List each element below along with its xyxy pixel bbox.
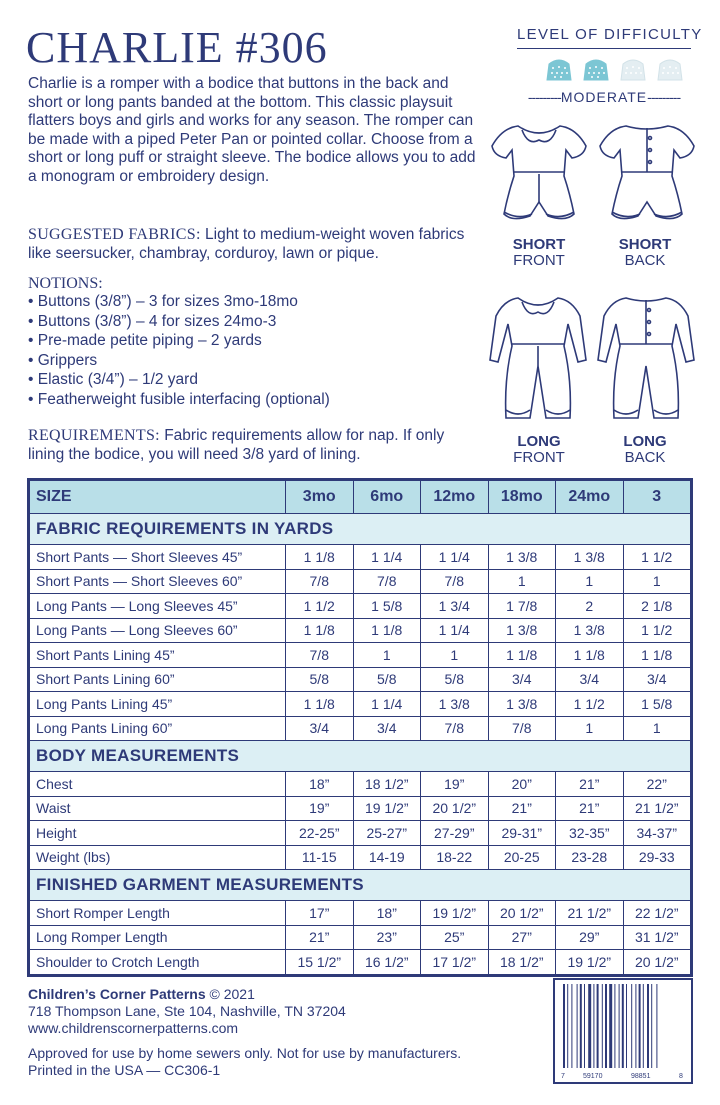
- table-row: [30, 901, 691, 926]
- notions-list: [28, 292, 330, 409]
- table-row: [30, 594, 691, 619]
- table-cell: 1 1/8: [556, 643, 624, 668]
- barcode-bar: [597, 984, 599, 1068]
- table-row: [30, 716, 691, 741]
- copyright: © 2021: [205, 986, 255, 1002]
- table-cell: 1 1/8: [286, 692, 354, 717]
- barcode-bar: [571, 984, 572, 1068]
- address: 718 Thompson Lane, Ste 104, Nashville, TN 37204: [28, 1003, 346, 1019]
- table-cell: 1 1/8: [623, 643, 691, 668]
- suggested-fabrics-text: Light to medium-weight woven fabrics like seersucker, chambray, corduroy, lawn or pique.: [28, 226, 465, 262]
- barcode-bar: [563, 984, 565, 1068]
- barcode-right-digit: 8: [679, 1073, 683, 1080]
- table-cell: 1 1/4: [353, 692, 421, 717]
- table-cell: 1 1/8: [488, 643, 556, 668]
- size-column-header: 6mo: [353, 481, 421, 514]
- table-cell: 29-31”: [488, 821, 556, 846]
- table-cell: 32-35”: [556, 821, 624, 846]
- long-front-style: LONG: [517, 433, 561, 450]
- row-label: Short Pants — Short Sleeves 60”: [30, 569, 286, 594]
- table-cell: 1 1/8: [353, 618, 421, 643]
- table-cell: 3/4: [623, 667, 691, 692]
- size-column-header: 24mo: [556, 481, 624, 514]
- table-cell: 2 1/8: [623, 594, 691, 619]
- barcode-bars: [555, 980, 691, 1082]
- barcode-bar: [602, 984, 603, 1068]
- table-cell: 7/8: [286, 643, 354, 668]
- table-cell: 1: [623, 569, 691, 594]
- row-label: Short Pants — Short Sleeves 45”: [30, 545, 286, 570]
- table-cell: 2: [556, 594, 624, 619]
- table-cell: 7/8: [353, 569, 421, 594]
- barcode-group1: 59170: [583, 1073, 603, 1080]
- table-row: [30, 796, 691, 821]
- size-column-header: 3mo: [286, 481, 354, 514]
- romper-short-front-illustration: [488, 116, 590, 238]
- difficulty-title: LEVEL OF DIFFICULTY: [517, 26, 703, 43]
- copyright-line: [28, 986, 346, 1003]
- long-back-style: LONG: [623, 433, 667, 450]
- table-cell: 22-25”: [286, 821, 354, 846]
- short-front-style: SHORT: [512, 236, 566, 253]
- barcode-bar: [622, 984, 624, 1068]
- table-cell: 17 1/2”: [421, 950, 489, 975]
- suggested-fabrics: [28, 226, 478, 263]
- thimble-icon: [654, 56, 686, 82]
- table-row: [30, 643, 691, 668]
- barcode-bar: [584, 984, 585, 1068]
- publisher-info: [28, 986, 346, 1037]
- table-cell: 20 1/2”: [488, 901, 556, 926]
- short-front-view: FRONT: [513, 252, 565, 269]
- short-back-label: [600, 237, 690, 269]
- table-row: [30, 569, 691, 594]
- row-label: Short Pants Lining 60”: [30, 667, 286, 692]
- row-label: Short Pants Lining 45”: [30, 643, 286, 668]
- section-title: FABRIC REQUIREMENTS IN YARDS: [30, 514, 691, 545]
- table-cell: 1 3/8: [556, 545, 624, 570]
- size-column-header: 12mo: [421, 481, 489, 514]
- long-front-label: [494, 434, 584, 466]
- row-label: Shoulder to Crotch Length: [30, 950, 286, 975]
- table-cell: 29-33: [623, 845, 691, 870]
- table-cell: 3/4: [488, 667, 556, 692]
- table-row: [30, 692, 691, 717]
- table-cell: 18-22: [421, 845, 489, 870]
- table-cell: 19 1/2”: [556, 950, 624, 975]
- table-cell: 1 1/2: [623, 545, 691, 570]
- romper-short-back-illustration: [596, 116, 698, 238]
- table-cell: 1 1/4: [353, 545, 421, 570]
- barcode-bar: [635, 984, 636, 1068]
- table-cell: 1 5/8: [353, 594, 421, 619]
- barcode-bar: [567, 984, 568, 1068]
- table-cell: 18”: [286, 772, 354, 797]
- short-front-label: [494, 237, 584, 269]
- table-row: [30, 845, 691, 870]
- difficulty-rating: [543, 56, 686, 82]
- table-cell: 18 1/2”: [353, 772, 421, 797]
- row-label: Height: [30, 821, 286, 846]
- barcode: [553, 978, 693, 1084]
- barcode-bar: [614, 984, 615, 1068]
- requirements: [28, 427, 478, 464]
- row-label: Chest: [30, 772, 286, 797]
- table-cell: 1 5/8: [623, 692, 691, 717]
- table-cell: 31 1/2”: [623, 925, 691, 950]
- table-cell: 3/4: [353, 716, 421, 741]
- barcode-bar: [580, 984, 582, 1068]
- requirements-label: REQUIREMENTS:: [28, 427, 160, 444]
- table-cell: 1: [353, 643, 421, 668]
- barcode-bar: [651, 984, 652, 1068]
- section-title: BODY MEASUREMENTS: [30, 741, 691, 772]
- barcode-bar: [609, 984, 612, 1068]
- pattern-description: Charlie is a romper with a bodice that buttons in the back and short or long pants banded at the bottom. This classic playsuit flatters boys and girls and works for any season. The romper can be made with a piped Peter Pan or pointed collar. Choose from a short or long puff or straight sleeve. The bodice allows you to add a monogram or embroidery design.: [28, 75, 476, 185]
- table-row: [30, 772, 691, 797]
- barcode-bar: [619, 984, 620, 1068]
- table-cell: 18 1/2”: [488, 950, 556, 975]
- table-cell: 19 1/2”: [421, 901, 489, 926]
- size-header-row: [30, 481, 691, 514]
- requirements-text: Fabric requirements allow for nap. If only lining the bodice, you will need 3/8 yard of lining.: [28, 427, 445, 463]
- page-title: CHARLIE #306: [26, 23, 328, 72]
- size-chart-body: [30, 481, 691, 975]
- table-cell: 1 1/4: [421, 618, 489, 643]
- table-cell: 3/4: [286, 716, 354, 741]
- table-cell: 7/8: [286, 569, 354, 594]
- table-row: [30, 925, 691, 950]
- printed-line: Printed in the USA — CC306-1: [28, 1062, 221, 1078]
- table-cell: 1 3/8: [421, 692, 489, 717]
- long-back-view: BACK: [624, 449, 666, 466]
- table-cell: 25-27”: [353, 821, 421, 846]
- table-cell: 21 1/2”: [623, 796, 691, 821]
- table-cell: 21”: [488, 796, 556, 821]
- table-row: [30, 545, 691, 570]
- table-cell: 1: [421, 643, 489, 668]
- table-cell: 15 1/2”: [286, 950, 354, 975]
- table-cell: 23”: [353, 925, 421, 950]
- notion-item: • Featherweight fusible interfacing (optional): [28, 390, 330, 410]
- difficulty-level: ---------MODERATE---------: [527, 89, 681, 105]
- barcode-bar: [647, 984, 649, 1068]
- table-cell: 1 3/8: [488, 618, 556, 643]
- barcode-bar: [588, 984, 591, 1068]
- table-cell: 14-19: [353, 845, 421, 870]
- table-cell: 18”: [353, 901, 421, 926]
- table-cell: 3/4: [556, 667, 624, 692]
- notion-item: • Pre-made petite piping – 2 yards: [28, 331, 330, 351]
- section-row: [30, 870, 691, 901]
- suggested-fabrics-label: SUGGESTED FABRICS:: [28, 226, 201, 243]
- row-label: Waist: [30, 796, 286, 821]
- barcode-bar: [577, 984, 578, 1068]
- barcode-bar: [631, 984, 632, 1068]
- thimble-icon: [543, 56, 575, 82]
- row-label: Short Romper Length: [30, 901, 286, 926]
- table-cell: 1 7/8: [488, 594, 556, 619]
- section-title: FINISHED GARMENT MEASUREMENTS: [30, 870, 691, 901]
- table-cell: 5/8: [286, 667, 354, 692]
- row-label: Long Romper Length: [30, 925, 286, 950]
- barcode-bar: [639, 984, 641, 1068]
- thimble-icon: [580, 56, 612, 82]
- size-header-label: SIZE: [30, 481, 286, 514]
- table-cell: 1 3/8: [556, 618, 624, 643]
- table-row: [30, 950, 691, 975]
- table-cell: 7/8: [488, 716, 556, 741]
- size-column-header: 3: [623, 481, 691, 514]
- barcode-bar: [593, 984, 594, 1068]
- notion-item: • Elastic (3/4”) – 1/2 yard: [28, 370, 330, 390]
- table-cell: 21”: [556, 796, 624, 821]
- table-cell: 5/8: [421, 667, 489, 692]
- table-cell: 19”: [421, 772, 489, 797]
- table-cell: 1 1/2: [286, 594, 354, 619]
- table-cell: 19 1/2”: [353, 796, 421, 821]
- table-cell: 1 1/2: [556, 692, 624, 717]
- section-row: [30, 514, 691, 545]
- row-label: Long Pants Lining 45”: [30, 692, 286, 717]
- short-back-style: SHORT: [618, 236, 672, 253]
- table-cell: 1: [488, 569, 556, 594]
- notions-label: NOTIONS:: [28, 275, 103, 292]
- size-column-header: 18mo: [488, 481, 556, 514]
- table-cell: 21 1/2”: [556, 901, 624, 926]
- barcode-bar: [656, 984, 657, 1068]
- barcode-left-digit: 7: [561, 1073, 565, 1080]
- table-cell: 25”: [421, 925, 489, 950]
- table-cell: 20 1/2”: [421, 796, 489, 821]
- long-back-label: [600, 434, 690, 466]
- table-cell: 7/8: [421, 716, 489, 741]
- divider: [517, 48, 691, 49]
- row-label: Long Pants Lining 60”: [30, 716, 286, 741]
- table-cell: 1 1/8: [286, 545, 354, 570]
- table-cell: 20-25: [488, 845, 556, 870]
- table-cell: 1 1/2: [623, 618, 691, 643]
- table-cell: 22”: [623, 772, 691, 797]
- romper-long-back-illustration: [594, 290, 698, 428]
- table-cell: 21”: [286, 925, 354, 950]
- table-cell: 19”: [286, 796, 354, 821]
- table-cell: 1 1/4: [421, 545, 489, 570]
- table-cell: 29”: [556, 925, 624, 950]
- table-cell: 21”: [556, 772, 624, 797]
- table-cell: 7/8: [421, 569, 489, 594]
- romper-long-front-illustration: [486, 290, 590, 428]
- table-cell: 34-37”: [623, 821, 691, 846]
- usage-notice: [28, 1045, 461, 1079]
- row-label: Long Pants — Long Sleeves 45”: [30, 594, 286, 619]
- size-chart-table: [29, 480, 691, 975]
- table-row: [30, 821, 691, 846]
- difficulty-level-text: MODERATE: [560, 89, 648, 105]
- website-link[interactable]: www.childrenscornerpatterns.com: [28, 1020, 239, 1036]
- table-row: [30, 618, 691, 643]
- table-cell: 27-29”: [421, 821, 489, 846]
- table-cell: 11-15: [286, 845, 354, 870]
- table-cell: 17”: [286, 901, 354, 926]
- short-back-view: BACK: [624, 252, 666, 269]
- table-cell: 23-28: [556, 845, 624, 870]
- table-cell: 1: [623, 716, 691, 741]
- notion-item: • Buttons (3/8”) – 4 for sizes 24mo-3: [28, 312, 330, 332]
- barcode-bar: [605, 984, 607, 1068]
- table-cell: 22 1/2”: [623, 901, 691, 926]
- barcode-group2: 98851: [631, 1073, 651, 1080]
- table-cell: 1: [556, 716, 624, 741]
- table-cell: 1 3/8: [488, 545, 556, 570]
- table-cell: 1 3/8: [488, 692, 556, 717]
- table-cell: 5/8: [353, 667, 421, 692]
- barcode-bar: [643, 984, 644, 1068]
- long-front-view: FRONT: [513, 449, 565, 466]
- table-row: [30, 667, 691, 692]
- table-cell: 27”: [488, 925, 556, 950]
- size-chart: [27, 478, 693, 977]
- table-cell: 16 1/2”: [353, 950, 421, 975]
- company-name: Children’s Corner Patterns: [28, 986, 206, 1002]
- table-cell: 1 1/8: [286, 618, 354, 643]
- thimble-icon: [617, 56, 649, 82]
- table-cell: 1 3/4: [421, 594, 489, 619]
- row-label: Long Pants — Long Sleeves 60”: [30, 618, 286, 643]
- notion-item: • Grippers: [28, 351, 330, 371]
- row-label: Weight (lbs): [30, 845, 286, 870]
- section-row: [30, 741, 691, 772]
- table-cell: 20”: [488, 772, 556, 797]
- table-cell: 1: [556, 569, 624, 594]
- barcode-bar: [626, 984, 627, 1068]
- notion-item: • Buttons (3/8”) – 3 for sizes 3mo-18mo: [28, 292, 330, 312]
- table-cell: 20 1/2”: [623, 950, 691, 975]
- approval-notice: Approved for use by home sewers only. Not for use by manufacturers.: [28, 1045, 462, 1061]
